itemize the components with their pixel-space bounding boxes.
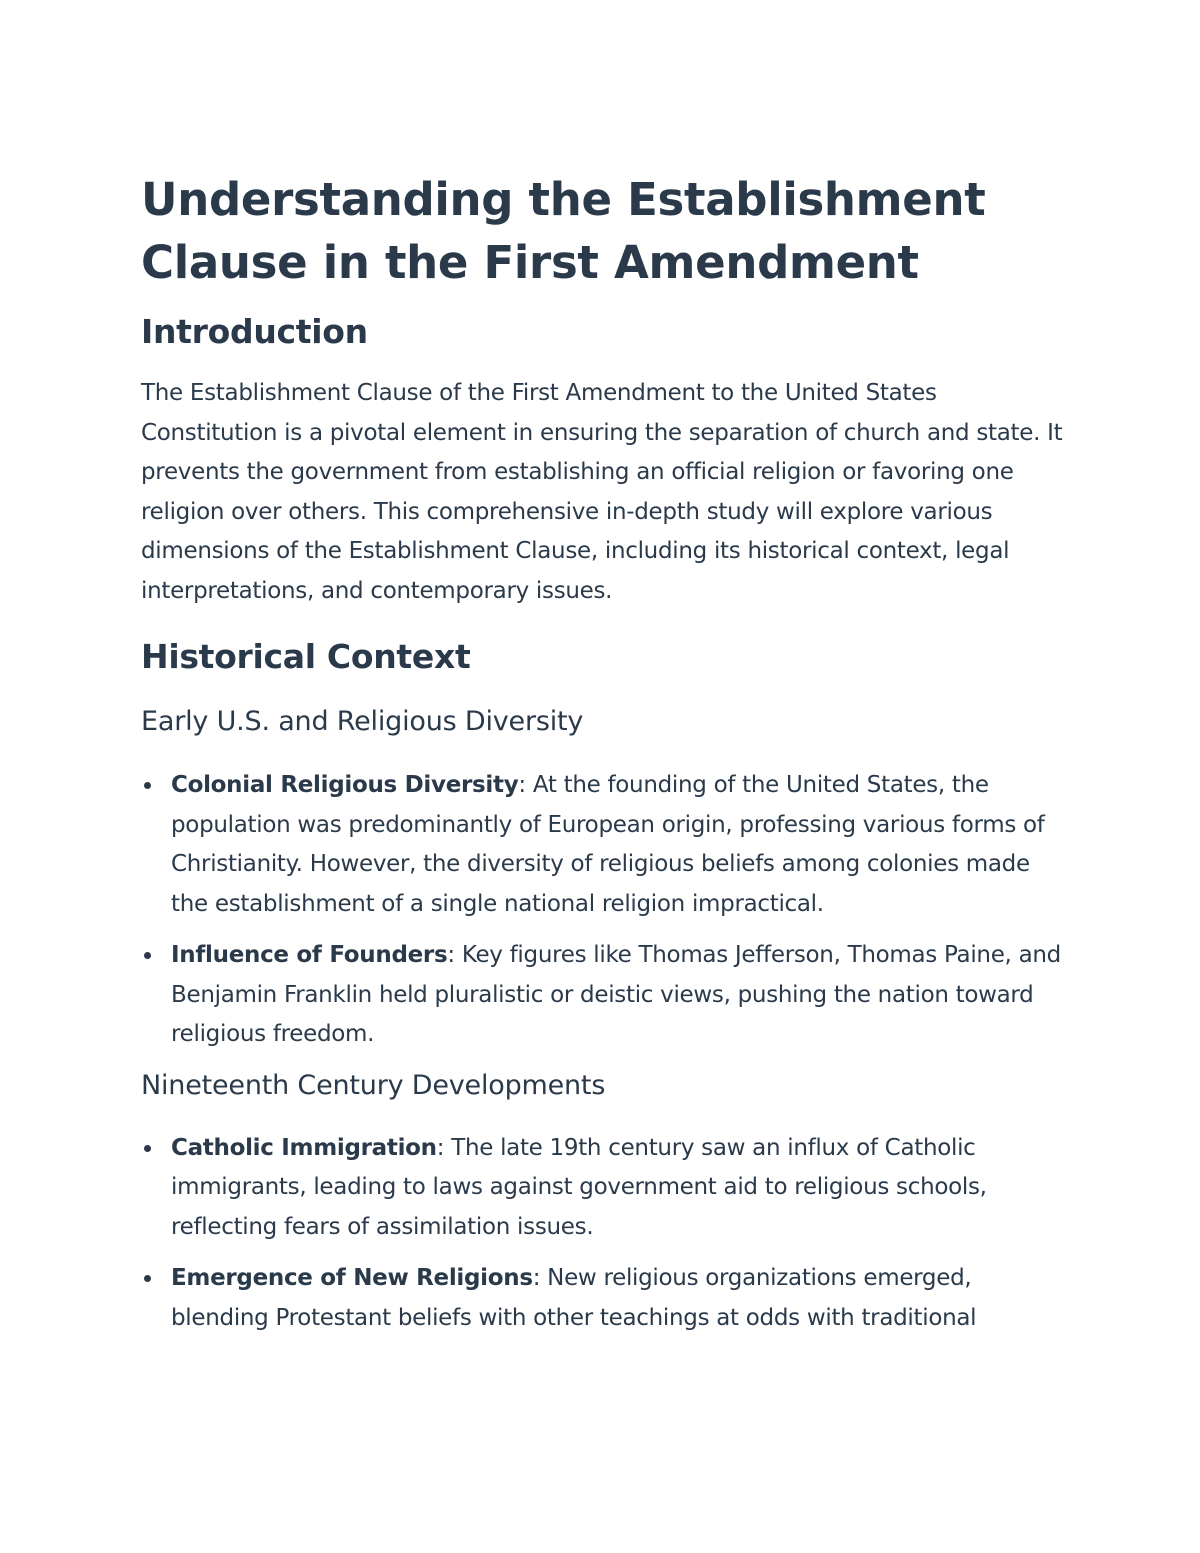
- bullet-list-early-us: [141, 766, 1071, 1055]
- bullet-list-nineteenth-century: [141, 1129, 1071, 1339]
- document-page: [141, 168, 1071, 1338]
- subsection-heading-early-us: Early U.S. and Religious Diversity: [141, 706, 584, 737]
- section-heading-historical-context: Historical Context: [141, 637, 471, 676]
- list-item-text: : The late 19th century saw an influx of Catholic immigrants, leading to laws against government aid to religious schools, reflecting fears of assimilation issues.: [171, 1134, 987, 1240]
- list-item: [141, 1259, 1071, 1338]
- document-title: Understanding the Establishment Clause in the First Amendment: [141, 173, 986, 289]
- list-item-term: Emergence of New Religions: [171, 1265, 533, 1291]
- bullet-icon: [144, 952, 151, 959]
- list-item-text: : At the founding of the United States, the population was predominantly of European origin, professing various forms of Christianity. However, the diversity of religious beliefs among colonies made the establishment of a single national religion impractical.: [171, 772, 1045, 917]
- bullet-icon: [144, 1145, 151, 1152]
- list-item: [141, 1129, 1071, 1248]
- section-heading-introduction: Introduction: [141, 312, 368, 351]
- bullet-icon: [144, 782, 151, 789]
- list-item-text: : Key figures like Thomas Jefferson, Thomas Paine, and Benjamin Franklin held pluralistic or deistic views, pushing the nation toward religious freedom.: [171, 942, 1061, 1047]
- list-item: [141, 936, 1071, 1055]
- bullet-icon: [144, 1275, 151, 1282]
- list-item-term: Influence of Founders: [171, 942, 448, 968]
- list-item-text: : New religious organizations emerged, blending Protestant beliefs with other teachings at odds with traditional: [171, 1265, 977, 1331]
- subsection-heading-nineteenth-century: Nineteenth Century Developments: [141, 1069, 606, 1101]
- list-item-term: Colonial Religious Diversity: [171, 772, 519, 798]
- introduction-paragraph: The Establishment Clause of the First Amendment to the United States Constitution is a pivotal element in ensuring the separation of church and state. It prevents the government from establishing an official religion or favoring one religion over others. This comprehensive in-depth study will explore various dimensions of the Establishment Clause, including its historical context, legal interpretations, and contemporary issues.: [141, 380, 1063, 604]
- list-item: [141, 766, 1071, 924]
- list-item-term: Catholic Immigration: [171, 1134, 437, 1161]
